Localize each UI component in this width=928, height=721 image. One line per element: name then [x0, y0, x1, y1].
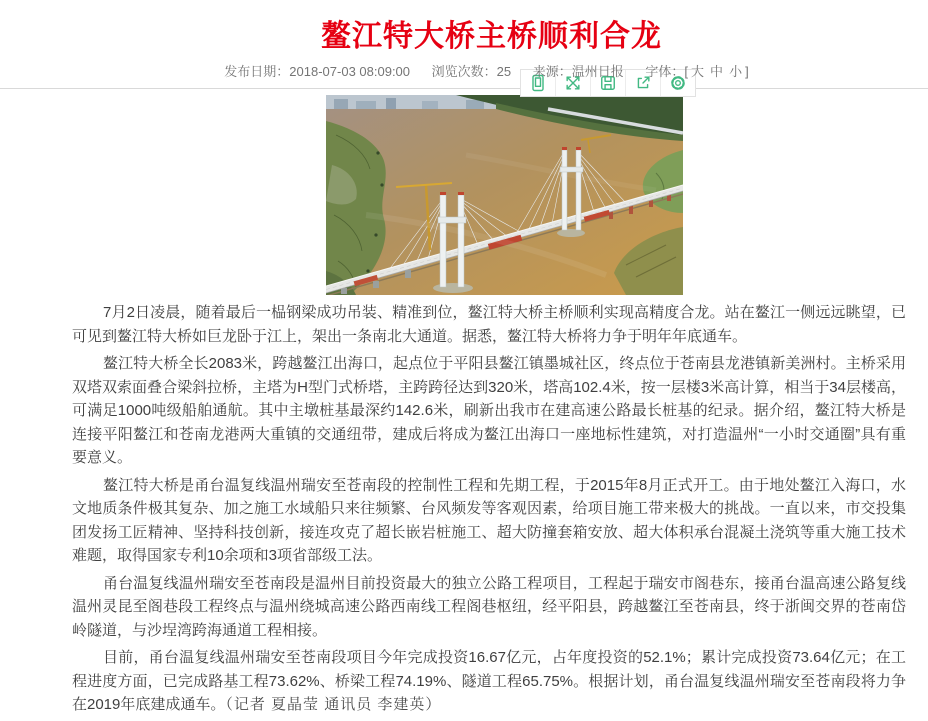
paragraph-5 — [72, 646, 906, 717]
publish-date-value: 2018-07-03 08:09:00 — [289, 64, 411, 79]
paragraph-2: 鳌江特大桥全长2083米，跨越鳌江出海口，起点位于平阳县鳌江镇墨城社区，终点位于苍南县龙港镇新美洲村。主桥采用双塔双索面叠合梁斜拉桥，主塔为H型门式桥塔，主跨跨径达到320米，塔高102.4米，按一层楼3米高计算，相当于34层楼高，可满足1000吨级船舶通航。其中主墩桩基最深约142.6米，刷新出我市在建高速公路最长桩基的纪录。据介绍，鳌江特大桥是连接平阳鳌江和苍南龙港两大重镇的交通纽带，建成后将成为鳌江出海口一座地标性建筑，对打造温州“一小时交通圈”具有重要意义。 — [72, 355, 906, 466]
paragraph-1: 7月2日凌晨，随着最后一榀钢梁成功吊装、精准到位，鳌江特大桥主桥顺利实现高精度合龙。站在鳌江一侧远远眺望，已可见到鳌江特大桥如巨龙卧于江上，架出一条南北大通道。据悉，鳌江特大桥将力争于明年年底通车。 — [72, 304, 906, 345]
font-size-medium[interactable]: 中 — [710, 64, 724, 79]
publish-date-label: 发布日期： — [224, 64, 290, 79]
source-label: 来源： — [532, 64, 572, 79]
source-value: 温州日报 — [571, 64, 624, 79]
font-size-controls — [645, 64, 748, 79]
view-count-label: 浏览次数： — [431, 64, 497, 79]
view-count-value: 25 — [496, 64, 512, 79]
bridge-aerial-photo — [326, 95, 683, 295]
paragraph-3: 鳌江特大桥是甬台温复线温州瑞安至苍南段的控制性工程和先期工程，于2015年8月正式开工。由于地处鳌江入海口，水文地质条件极其复杂、加之施工水域船只来往频繁、台风频发等客观因素，给项目施工带来极大的挑战。一直以来，市交投集团发扬工匠精神、坚持科技创新，接连攻克了超长嵌岩桩施工、超大防撞套箱安放、超大体积承台混凝土浇筑等重大施工技术难题，取得国家专利10余项和3项省部级工法。 — [72, 476, 906, 564]
source — [533, 64, 624, 79]
page-title: 鳌江特大桥主桥顺利合龙 — [321, 20, 662, 53]
font-size-large[interactable]: 大 — [691, 64, 705, 79]
view-count — [432, 64, 511, 79]
font-size-label: 字体：[ — [645, 64, 689, 79]
article-meta — [0, 63, 928, 80]
publish-date — [224, 64, 410, 79]
font-size-bracket: ] — [745, 64, 749, 79]
header-divider — [0, 88, 928, 89]
article-body — [72, 301, 906, 721]
byline: （记者 夏晶莹 通讯员 李建英） — [225, 696, 442, 713]
bridge-photo-scene — [326, 95, 683, 295]
paragraph-5-text: 目前，甬台温复线温州瑞安至苍南段项目今年完成投资16.67亿元，占年度投资的52.1%；累计完成投资73.64亿元；在工程进度方面，已完成路基工程73.62%、桥梁工程74.19%、隧道工程65.75%。根据计划，甬台温复线温州瑞安至苍南段将力争在2019年底建成通车。 — [72, 649, 906, 713]
font-size-small[interactable]: 小 — [729, 64, 743, 79]
paragraph-4: 甬台温复线温州瑞安至苍南段是温州目前投资最大的独立公路工程项目，工程起于瑞安市阁巷东，接甬台温高速公路复线温州灵昆至阁巷段工程终点与温州绕城高速公路西南线工程阁巷枢纽，经平阳县，跨越鳌江至苍南县，终于浙闽交界的苍南岱岭隧道，与沙埕湾跨海通道工程相接。 — [72, 574, 906, 639]
